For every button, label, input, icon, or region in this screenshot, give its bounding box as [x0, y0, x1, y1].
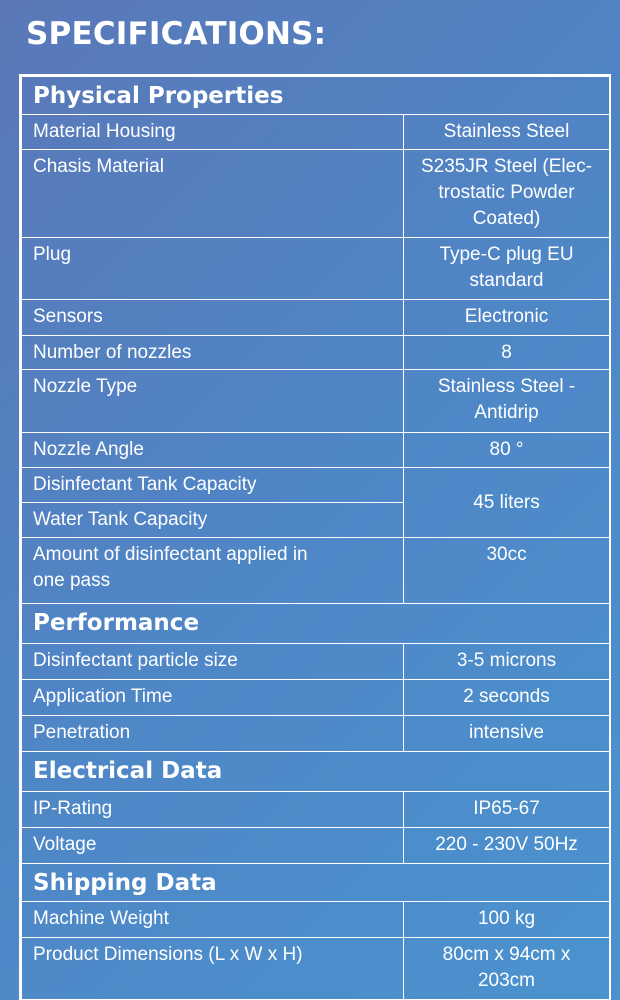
spec-label: Number of nozzles [22, 336, 404, 370]
table-row [22, 238, 610, 300]
spec-value [404, 238, 610, 300]
page-title: SPECIFICATIONS: [26, 16, 327, 52]
spec-value: intensive [404, 716, 610, 752]
spec-value-line: 80cm x 94cm x [442, 944, 571, 965]
table-row [22, 828, 610, 864]
section-heading-shipping-data: Shipping Data [22, 864, 610, 902]
spec-label: Disinfectant particle size [22, 644, 404, 680]
section-header-row [22, 77, 610, 115]
table-row [22, 300, 610, 336]
table-row [22, 336, 610, 370]
spec-value: 8 [404, 336, 610, 370]
spec-label: Voltage [22, 828, 404, 864]
spec-label: Plug [22, 238, 404, 300]
spec-value-line: Type-C plug EU [439, 244, 574, 265]
spec-label: Application Time [22, 680, 404, 716]
table-row [22, 938, 610, 1000]
section-heading-physical-properties: Physical Properties [22, 77, 610, 115]
specifications-table [19, 74, 611, 1000]
table-row [22, 716, 610, 752]
spec-value: 2 seconds [404, 680, 610, 716]
section-header-row [22, 864, 610, 902]
spec-value [404, 938, 610, 1000]
spec-value: Electronic [404, 300, 610, 336]
spec-value-line: Antidrip [474, 402, 539, 423]
table-row [22, 680, 610, 716]
spec-label-line: Amount of disinfectant applied in [33, 544, 308, 565]
spec-value: Stainless Steel [404, 115, 610, 150]
spec-value-line: 203cm [477, 970, 536, 991]
spec-value [404, 150, 610, 238]
spec-label: Water Tank Capacity [22, 503, 404, 538]
spec-label [22, 538, 404, 604]
spec-label: Machine Weight [22, 902, 404, 938]
spec-value [404, 370, 610, 433]
spec-label: Sensors [22, 300, 404, 336]
spec-value: 30cc [404, 538, 610, 604]
spec-value-line: Coated) [472, 208, 541, 229]
table-row [22, 792, 610, 828]
spec-value: IP65-67 [404, 792, 610, 828]
spec-value: 45 liters [404, 468, 610, 538]
spec-value-line: Stainless Steel - [437, 376, 576, 397]
table-row [22, 644, 610, 680]
spec-value-line: S235JR Steel (Elec- [420, 156, 593, 177]
table-row [22, 538, 610, 604]
spec-value: 80 ° [404, 433, 610, 468]
section-heading-performance: Performance [22, 604, 610, 644]
spec-label: Chasis Material [22, 150, 404, 238]
section-heading-electrical-data: Electrical Data [22, 752, 610, 792]
spec-value-line: trostatic Powder [438, 182, 575, 203]
table-row [22, 370, 610, 433]
table-row [22, 433, 610, 468]
spec-label: Penetration [22, 716, 404, 752]
section-header-row [22, 752, 610, 792]
table-row [22, 468, 610, 503]
spec-label: IP-Rating [22, 792, 404, 828]
spec-label: Nozzle Type [22, 370, 404, 433]
spec-value: 220 - 230V 50Hz [404, 828, 610, 864]
section-header-row [22, 604, 610, 644]
table-row [22, 902, 610, 938]
spec-label: Product Dimensions (L x W x H) [22, 938, 404, 1000]
spec-label: Disinfectant Tank Capacity [22, 468, 404, 503]
spec-value: 3-5 microns [404, 644, 610, 680]
spec-label: Nozzle Angle [22, 433, 404, 468]
table-row [22, 115, 610, 150]
spec-label: Material Housing [22, 115, 404, 150]
spec-value: 100 kg [404, 902, 610, 938]
table-row [22, 150, 610, 238]
spec-value-line: standard [469, 270, 544, 291]
spec-label-line: one pass [33, 570, 111, 591]
